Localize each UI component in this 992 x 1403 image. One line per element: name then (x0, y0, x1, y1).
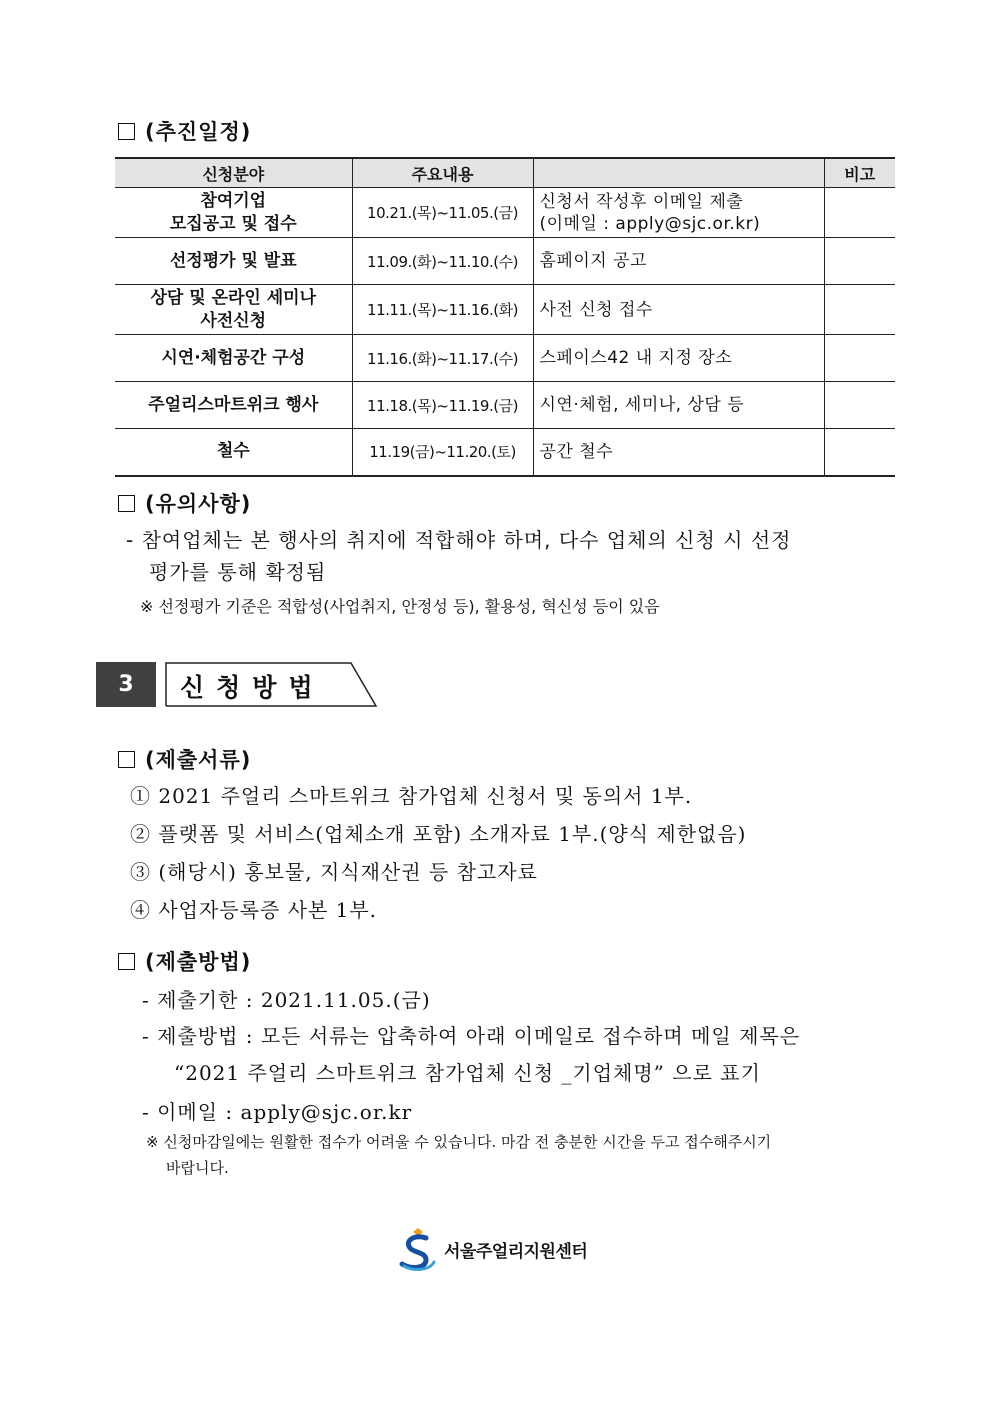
method-description-line-2: “2021 주얼리 스마트위크 참가업체 신청 _기업체명” 으로 표기 (174, 1061, 761, 1085)
row-date: 11.18.(목)~11.19.(금) (352, 382, 533, 429)
row-remarks (824, 188, 895, 238)
notes-heading-text: (유의사항) (145, 492, 252, 516)
row-remarks (824, 335, 895, 382)
documents-heading (118, 744, 251, 774)
checkbox-square-icon (118, 953, 135, 970)
footer-logo (398, 1226, 587, 1272)
schedule-heading-text: (추진일정) (145, 120, 252, 144)
row-remarks (824, 429, 895, 476)
notes-item-line-1: - 참여업체는 본 행사의 취지에 적합해야 하며, 다수 업체의 신청 시 선정 (126, 528, 792, 552)
method-remark-line-2: 바랍니다. (166, 1159, 229, 1177)
row-remarks (824, 382, 895, 429)
row-desc-line-1: 신청서 작성후 이메일 제출 (539, 191, 744, 212)
row-date: 11.19(금)~11.20.(토) (352, 429, 533, 476)
row-field-line-1: 상담 및 온라인 세미나 (150, 287, 317, 308)
documents-item-3: ③ (해당시) 홍보물, 지식재산권 등 참고자료 (130, 860, 538, 884)
row-remarks (824, 285, 895, 335)
footer-logo-text: 서울주얼리지원센터 (444, 1241, 588, 1262)
row-date: 11.09.(화)~11.10.(수) (352, 238, 533, 285)
row-date: 10.21.(목)~11.05.(금) (352, 188, 533, 238)
section-title-box (165, 662, 377, 707)
table-row (115, 382, 895, 429)
header-empty (533, 158, 824, 188)
row-field: 철수 (115, 429, 352, 476)
jewelry-center-logo-icon (398, 1226, 438, 1272)
row-desc: 사전 신청 접수 (533, 285, 824, 335)
documents-item-4: ④ 사업자등록증 사본 1부. (130, 898, 378, 922)
row-desc: 스페이스42 내 지정 장소 (533, 335, 824, 382)
method-description-line-1: - 제출방법 : 모든 서류는 압축하여 아래 이메일로 접수하며 메일 제목은 (142, 1024, 801, 1048)
table-row (115, 285, 895, 335)
section-title: 신청방법 (180, 673, 325, 702)
header-remarks: 비고 (824, 158, 895, 188)
row-remarks (824, 238, 895, 285)
schedule-table (115, 157, 895, 477)
row-desc-line-2: (이메일 : apply@sjc.or.kr) (539, 213, 761, 234)
header-content: 주요내용 (352, 158, 533, 188)
documents-heading-text: (제출서류) (145, 748, 252, 772)
notes-remark: ※ 선정평가 기준은 적합성(사업취지, 안정성 등), 활용성, 혁신성 등이 있음 (140, 597, 660, 616)
table-row (115, 429, 895, 476)
row-field-line-1: 참여기업 (200, 190, 267, 211)
table-row (115, 335, 895, 382)
method-heading (118, 946, 251, 976)
row-date: 11.16.(화)~11.17.(수) (352, 335, 533, 382)
row-desc: 시연·체험, 세미나, 상담 등 (533, 382, 824, 429)
row-desc: 홈페이지 공고 (533, 238, 824, 285)
row-field: 주얼리스마트위크 행사 (115, 382, 352, 429)
header-field: 신청분야 (115, 158, 352, 188)
notes-heading (118, 488, 251, 518)
method-deadline: - 제출기한 : 2021.11.05.(금) (142, 988, 431, 1012)
section-number: 3 (96, 662, 156, 707)
row-date: 11.11.(목)~11.16.(화) (352, 285, 533, 335)
method-email: - 이메일 : apply@sjc.or.kr (142, 1100, 413, 1124)
checkbox-square-icon (118, 751, 135, 768)
method-remark-line-1: ※ 신청마감일에는 원활한 접수가 어려울 수 있습니다. 마감 전 충분한 시간을 두고 접수해주시기 (146, 1133, 772, 1151)
method-heading-text: (제출방법) (145, 950, 252, 974)
row-field: 시연·체험공간 구성 (115, 335, 352, 382)
row-field (115, 285, 352, 335)
table-row (115, 188, 895, 238)
row-field-line-2: 모집공고 및 접수 (169, 213, 297, 234)
checkbox-square-icon (118, 123, 135, 140)
checkbox-square-icon (118, 495, 135, 512)
row-desc: 공간 철수 (533, 429, 824, 476)
row-desc (533, 188, 824, 238)
schedule-heading (118, 116, 251, 146)
documents-item-2: ② 플랫폼 및 서비스(업체소개 포함) 소개자료 1부.(양식 제한없음) (130, 822, 747, 846)
documents-item-1: ① 2021 주얼리 스마트위크 참가업체 신청서 및 동의서 1부. (130, 784, 693, 808)
row-field-line-2: 사전신청 (200, 310, 267, 331)
table-row (115, 238, 895, 285)
notes-item-line-2: 평가를 통해 확정됨 (149, 560, 327, 584)
row-field: 선정평가 및 발표 (115, 238, 352, 285)
row-field (115, 188, 352, 238)
table-header-row (115, 158, 895, 188)
